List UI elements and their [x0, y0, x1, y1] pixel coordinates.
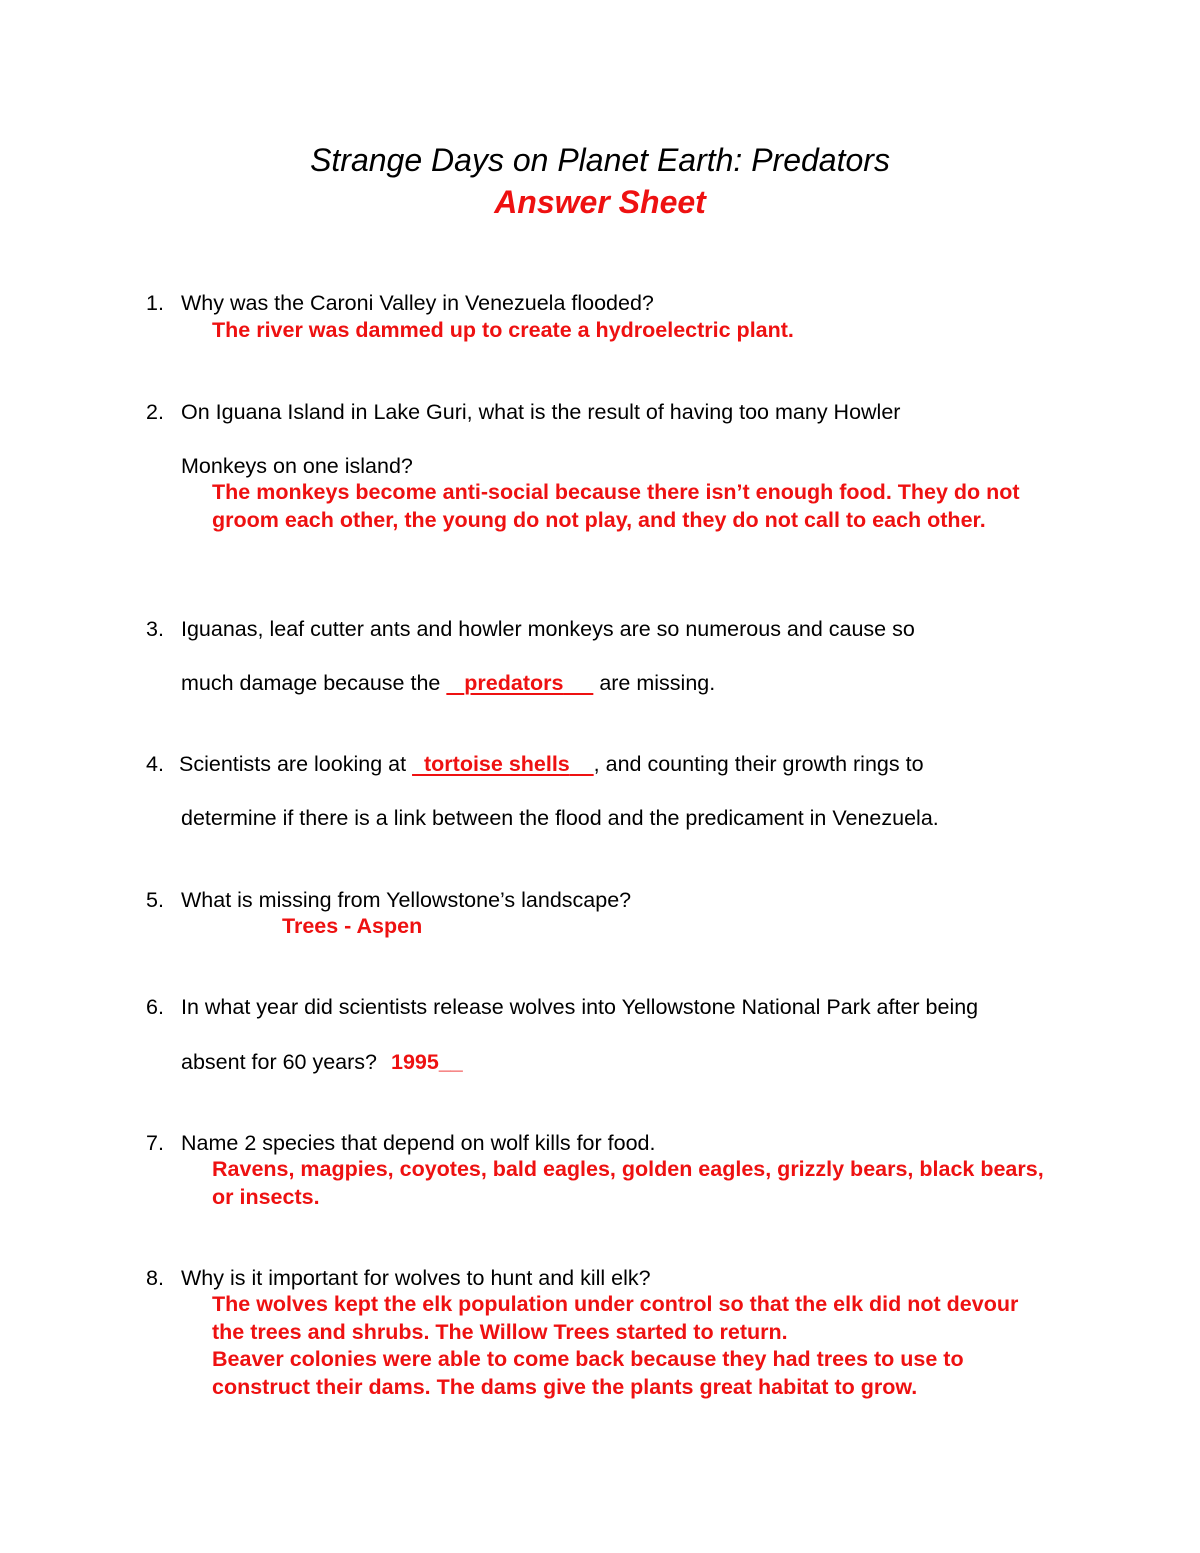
text-after-blank: are missing. [599, 671, 716, 695]
question-text-before-answer: absent for 60 years? [181, 1050, 378, 1074]
question-number: 7. [146, 1131, 164, 1155]
question-text-line2 [181, 1048, 463, 1076]
answer-text-part1: The wolves kept the elk population under control so that the elk did not devour the trees and shrubs. The Willow Trees started to return. [212, 1292, 1019, 1344]
question-text: What is missing from Yellowstone’s landscape? [181, 888, 632, 912]
question-text-line2: determine if there is a link between the flood and the predicament in Venezuela. [181, 806, 939, 830]
answer-text: The monkeys become anti-social because there isn’t enough food. They do not groom each other, the young do not play, and they do not call to each other. [212, 480, 1020, 532]
fill-in-blank-answer: predators [464, 671, 564, 695]
answer-text: The river was dammed up to create a hydroelectric plant. [212, 318, 794, 342]
question-text-line2: Monkeys on one island? [181, 454, 413, 478]
page-subtitle: Answer Sheet [494, 184, 706, 220]
question-text-line1: On Iguana Island in Lake Guri, what is the result of having too many Howler [181, 400, 901, 424]
answer-text: Ravens, magpies, coyotes, bald eagles, golden eagles, grizzly bears, black bears, or insects. [212, 1157, 1044, 1209]
question-number: 3. [146, 617, 164, 641]
question-text: Name 2 species that depend on wolf kills for food. [181, 1131, 656, 1155]
question-text: Why was the Caroni Valley in Venezuela flooded? [181, 291, 654, 315]
question-text-line2 [181, 669, 715, 697]
question-text-line1 [179, 750, 924, 778]
question-text-line1: Iguanas, leaf cutter ants and howler monkeys are so numerous and cause so [181, 617, 915, 641]
text-before-blank: Scientists are looking at [179, 752, 407, 776]
question-number: 8. [146, 1266, 164, 1290]
question-number: 1. [146, 291, 164, 315]
answer-text: Trees - Aspen [282, 914, 423, 938]
question-number: 5. [146, 888, 164, 912]
question-number: 4. [146, 752, 164, 776]
question-text-line1: In what year did scientists release wolves into Yellowstone National Park after being [181, 995, 979, 1019]
fill-in-blank-answer: tortoise shells [424, 752, 570, 776]
answer-text: 1995__ [391, 1050, 463, 1074]
question-number: 2. [146, 400, 164, 424]
question-text: Why is it important for wolves to hunt and kill elk? [181, 1266, 651, 1290]
answer-text-part2: Beaver colonies were able to come back because they had trees to use to construct their dams. The dams give the plants great habitat to grow. [212, 1347, 964, 1399]
text-after-blank: , and counting their growth rings to [593, 752, 924, 776]
text-before-blank: much damage because the [181, 671, 441, 695]
page-title: Strange Days on Planet Earth: Predators [310, 142, 890, 178]
question-number: 6. [146, 995, 164, 1019]
